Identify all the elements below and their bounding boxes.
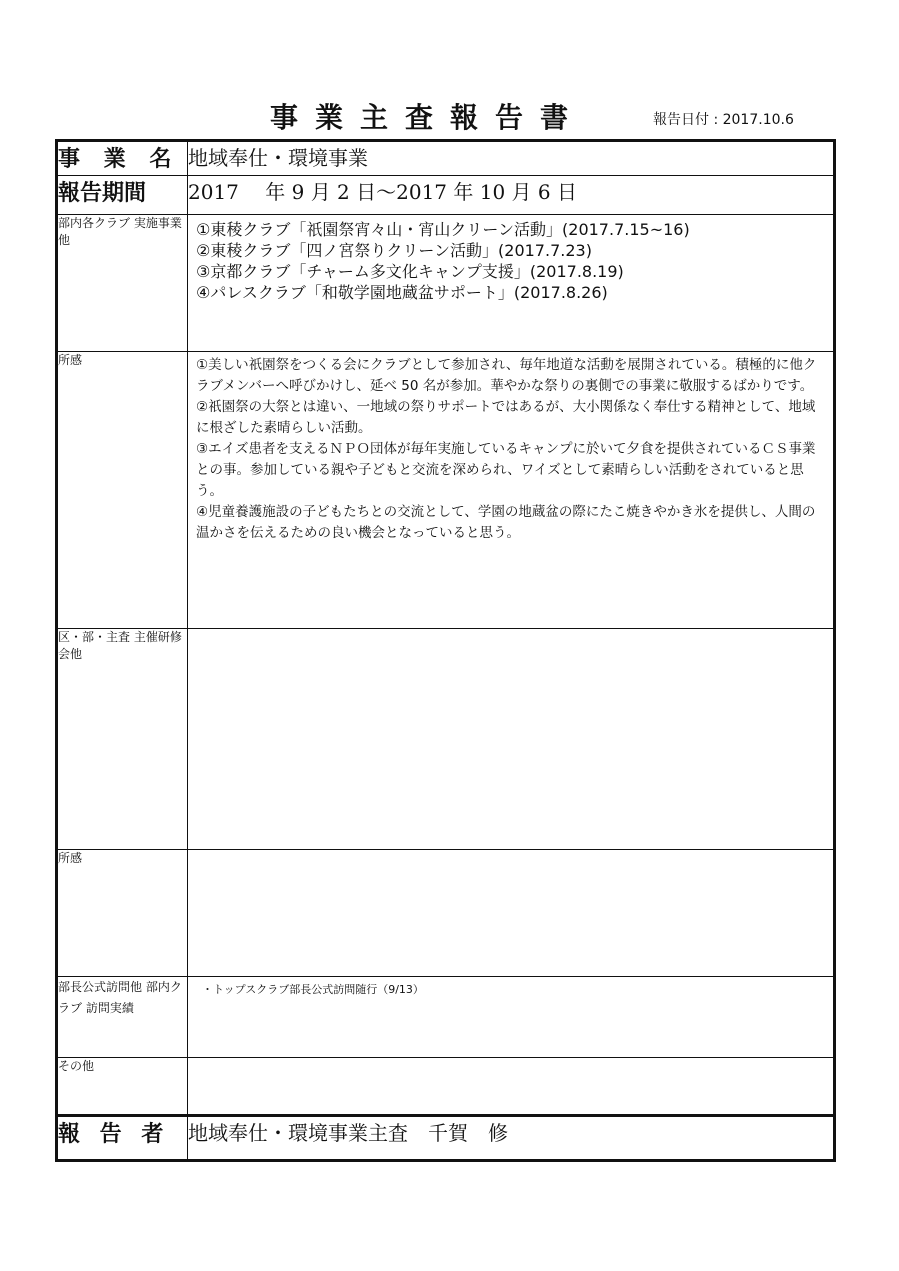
district-training-label: 区・部・主査 主催研修会他	[57, 629, 188, 850]
report-table	[55, 139, 836, 1162]
reporter-value: 地域奉仕・環境事業主査 千賀 修	[188, 1116, 835, 1161]
activity-item: ④パレスクラブ「和敬学園地蔵盆サポート」(2017.8.26)	[196, 283, 608, 302]
impressions-1-text	[188, 352, 833, 544]
impressions-1-cell	[188, 352, 835, 629]
club-activities-cell	[188, 215, 835, 352]
report-period-value: 2017 年 9 月 2 日〜2017 年 10 月 6 日	[188, 176, 835, 215]
impression-paragraph: ④児童養護施設の子どもたちとの交流として、学園の地蔵盆の際にたこ焼きやかき氷を提供し、人間の温かさを伝えるための良い機会となっていると思う。	[196, 504, 816, 541]
row-club-activities	[57, 215, 835, 352]
official-visits-cell	[188, 977, 835, 1058]
activity-list	[188, 215, 833, 303]
impression-paragraph: ②祇園祭の大祭とは違い、一地域の祭りサポートではあるが、大小関係なく奉仕する精神として、地域に根ざした素晴らしい活動。	[196, 399, 816, 436]
reporter-label: 報 告 者	[57, 1116, 188, 1161]
club-activities-label	[57, 215, 188, 352]
other-label: その他	[57, 1058, 188, 1116]
report-date: 報告日付 : 2017.10.6	[653, 112, 794, 128]
impression-paragraph: ③エイズ患者を支えるＮＰＯ団体が毎年実施しているキャンプに於いて夕食を提供されているＣＳ事業との事。参加している親や子どもと交流を深められ、ワイズとして素晴らしい活動をされていると思う。	[196, 441, 816, 499]
activity-item: ②東稜クラブ「四ノ宮祭りクリーン活動」(2017.7.23)	[196, 241, 592, 260]
district-training-value	[188, 629, 835, 850]
report-period-label: 報告期間	[57, 176, 188, 215]
official-visits-value: ・トップスクラブ部長公式訪問随行（9/13）	[202, 983, 424, 996]
official-visits-label-text: 部長公式訪問他 部内クラブ 訪問実績	[58, 980, 182, 1015]
business-name-label: 事 業 名	[57, 141, 188, 176]
impressions-2-value	[188, 850, 835, 977]
row-district-training	[57, 629, 835, 850]
row-impressions-2	[57, 850, 835, 977]
row-other	[57, 1058, 835, 1116]
impressions-1-label: 所感	[57, 352, 188, 629]
activity-item: ①東稜クラブ「祇園祭宵々山・宵山クリーン活動」(2017.7.15~16)	[196, 220, 690, 239]
document-title: 事業主査報告書	[270, 101, 586, 134]
row-official-visits	[57, 977, 835, 1058]
official-visits-label	[57, 977, 188, 1058]
row-reporter	[57, 1116, 835, 1161]
impressions-2-label: 所感	[57, 850, 188, 977]
other-value	[188, 1058, 835, 1116]
business-name-value: 地域奉仕・環境事業	[188, 141, 835, 176]
row-report-period	[57, 176, 835, 215]
club-activities-label-text: 部内各クラブ 実施事業他	[58, 216, 182, 247]
row-impressions-1	[57, 352, 835, 629]
impression-paragraph: ①美しい祇園祭をつくる会にクラブとして参加され、毎年地道な活動を展開されている。積極的に他クラブメンバーへ呼びかけし、延べ 50 名が参加。華やかな祭りの裏側での事業に敬服するばかりです。	[196, 357, 817, 394]
row-business-name	[57, 141, 835, 176]
activity-item: ③京都クラブ「チャーム多文化キャンプ支援」(2017.8.19)	[196, 262, 624, 281]
